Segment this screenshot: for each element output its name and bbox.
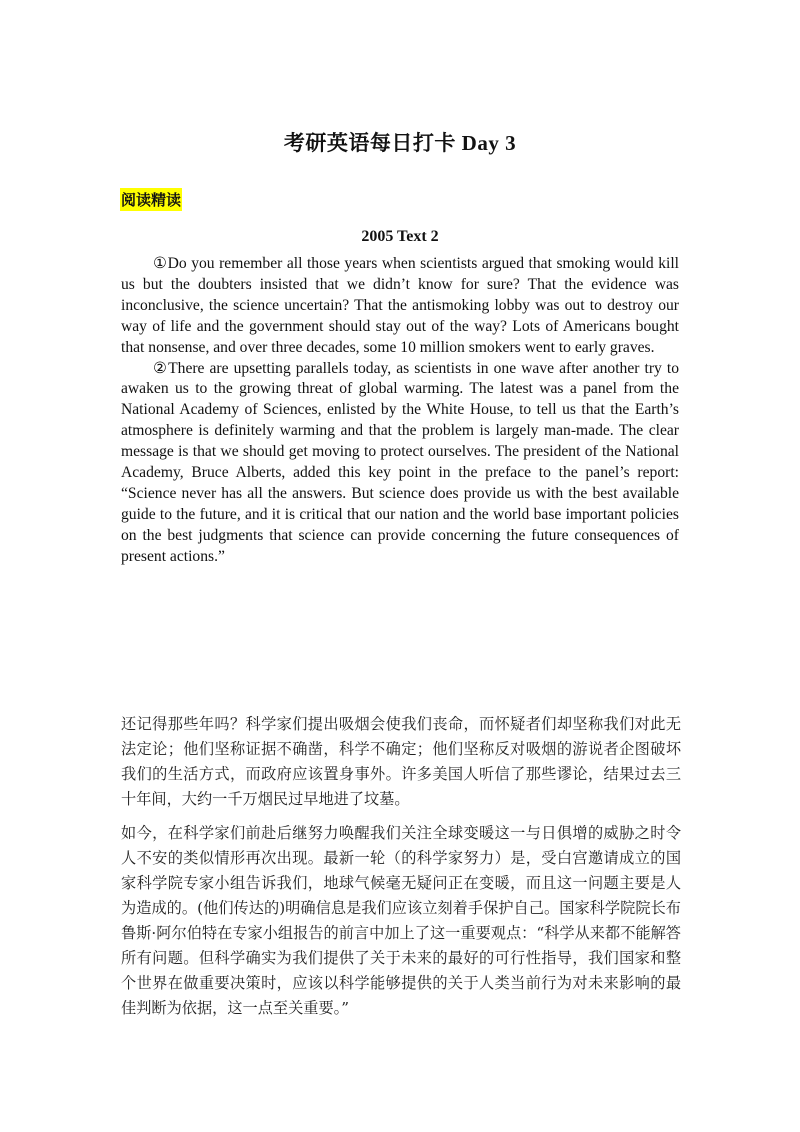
chinese-paragraph-2: 如今，在科学家们前赴后继努力唤醒我们关注全球变暖这一与日俱增的威胁之时令人不安的类似情形再次出现。最新一轮（的科学家努力）是，受白宫邀请成立的国家科学院专家小组告诉我们，地球气候毫无疑问正在变暖，而且这一问题主要是人为造成的。(他们传达的)明确信息是我们应该立刻着手保护自己。国家科学院院长布鲁斯·阿尔伯特在专家小组报告的前言中加上了这一重要观点：“科学从来都不能解答所有问题。但科学确实为我们提供了关于未来的最好的可行性指导，我们国家和整个世界在做重要决策时，应该以科学能够提供的关于人类当前行为对未来影响的最佳判断为依据，这一点至关重要。”	[121, 824, 681, 1017]
section-label-highlight: 阅读精读	[120, 188, 182, 211]
english-paragraph-1: ①Do you remember all those years when scientists argued that smoking would kill us but the doubters insisted that we didn’t know for sure? That the evidence was inconclusive, the science uncertain? That the antismoking lobby was out to destroy our way of life and the government should stay out of the way? Lots of Americans bought that nonsense, and over three decades, some 10 million smokers went to early graves.	[121, 255, 679, 356]
chinese-translation-2	[121, 821, 681, 1021]
page-title: 考研英语每日打卡 Day 3	[283, 131, 517, 155]
chinese-paragraph-1: 还记得那些年吗？科学家们提出吸烟会使我们丧命，而怀疑者们却坚称我们对此无法定论；他们坚称证据不确凿，科学不确定；他们坚称反对吸烟的游说者企图破坏我们的生活方式，而政府应该置身事外。许多美国人听信了那些谬论，结果过去三十年间，大约一千万烟民过早地进了坟墓。	[121, 715, 681, 808]
article-title: 2005 Text 2	[361, 228, 439, 245]
chinese-translation-1	[121, 712, 681, 812]
english-passage	[121, 254, 679, 568]
english-paragraph-2: ②There are upsetting parallels today, as scientists in one wave after another try to awaken us to the growing threat of global warming. The latest was a panel from the National Academy of Sciences, enlisted by the White House, to tell us that the Earth’s atmosphere is definitely warming and that the problem is largely man-made. The clear message is that we should get moving to protect ourselves. The president of the National Academy, Bruce Alberts, added this key point in the preface to the panel’s report: “Science never has all the answers. But science does provide us with the best available guide to the future, and it is critical that our nation and the world base important policies on the best judgments that science can provide concerning the future consequences of present actions.”	[121, 359, 679, 565]
